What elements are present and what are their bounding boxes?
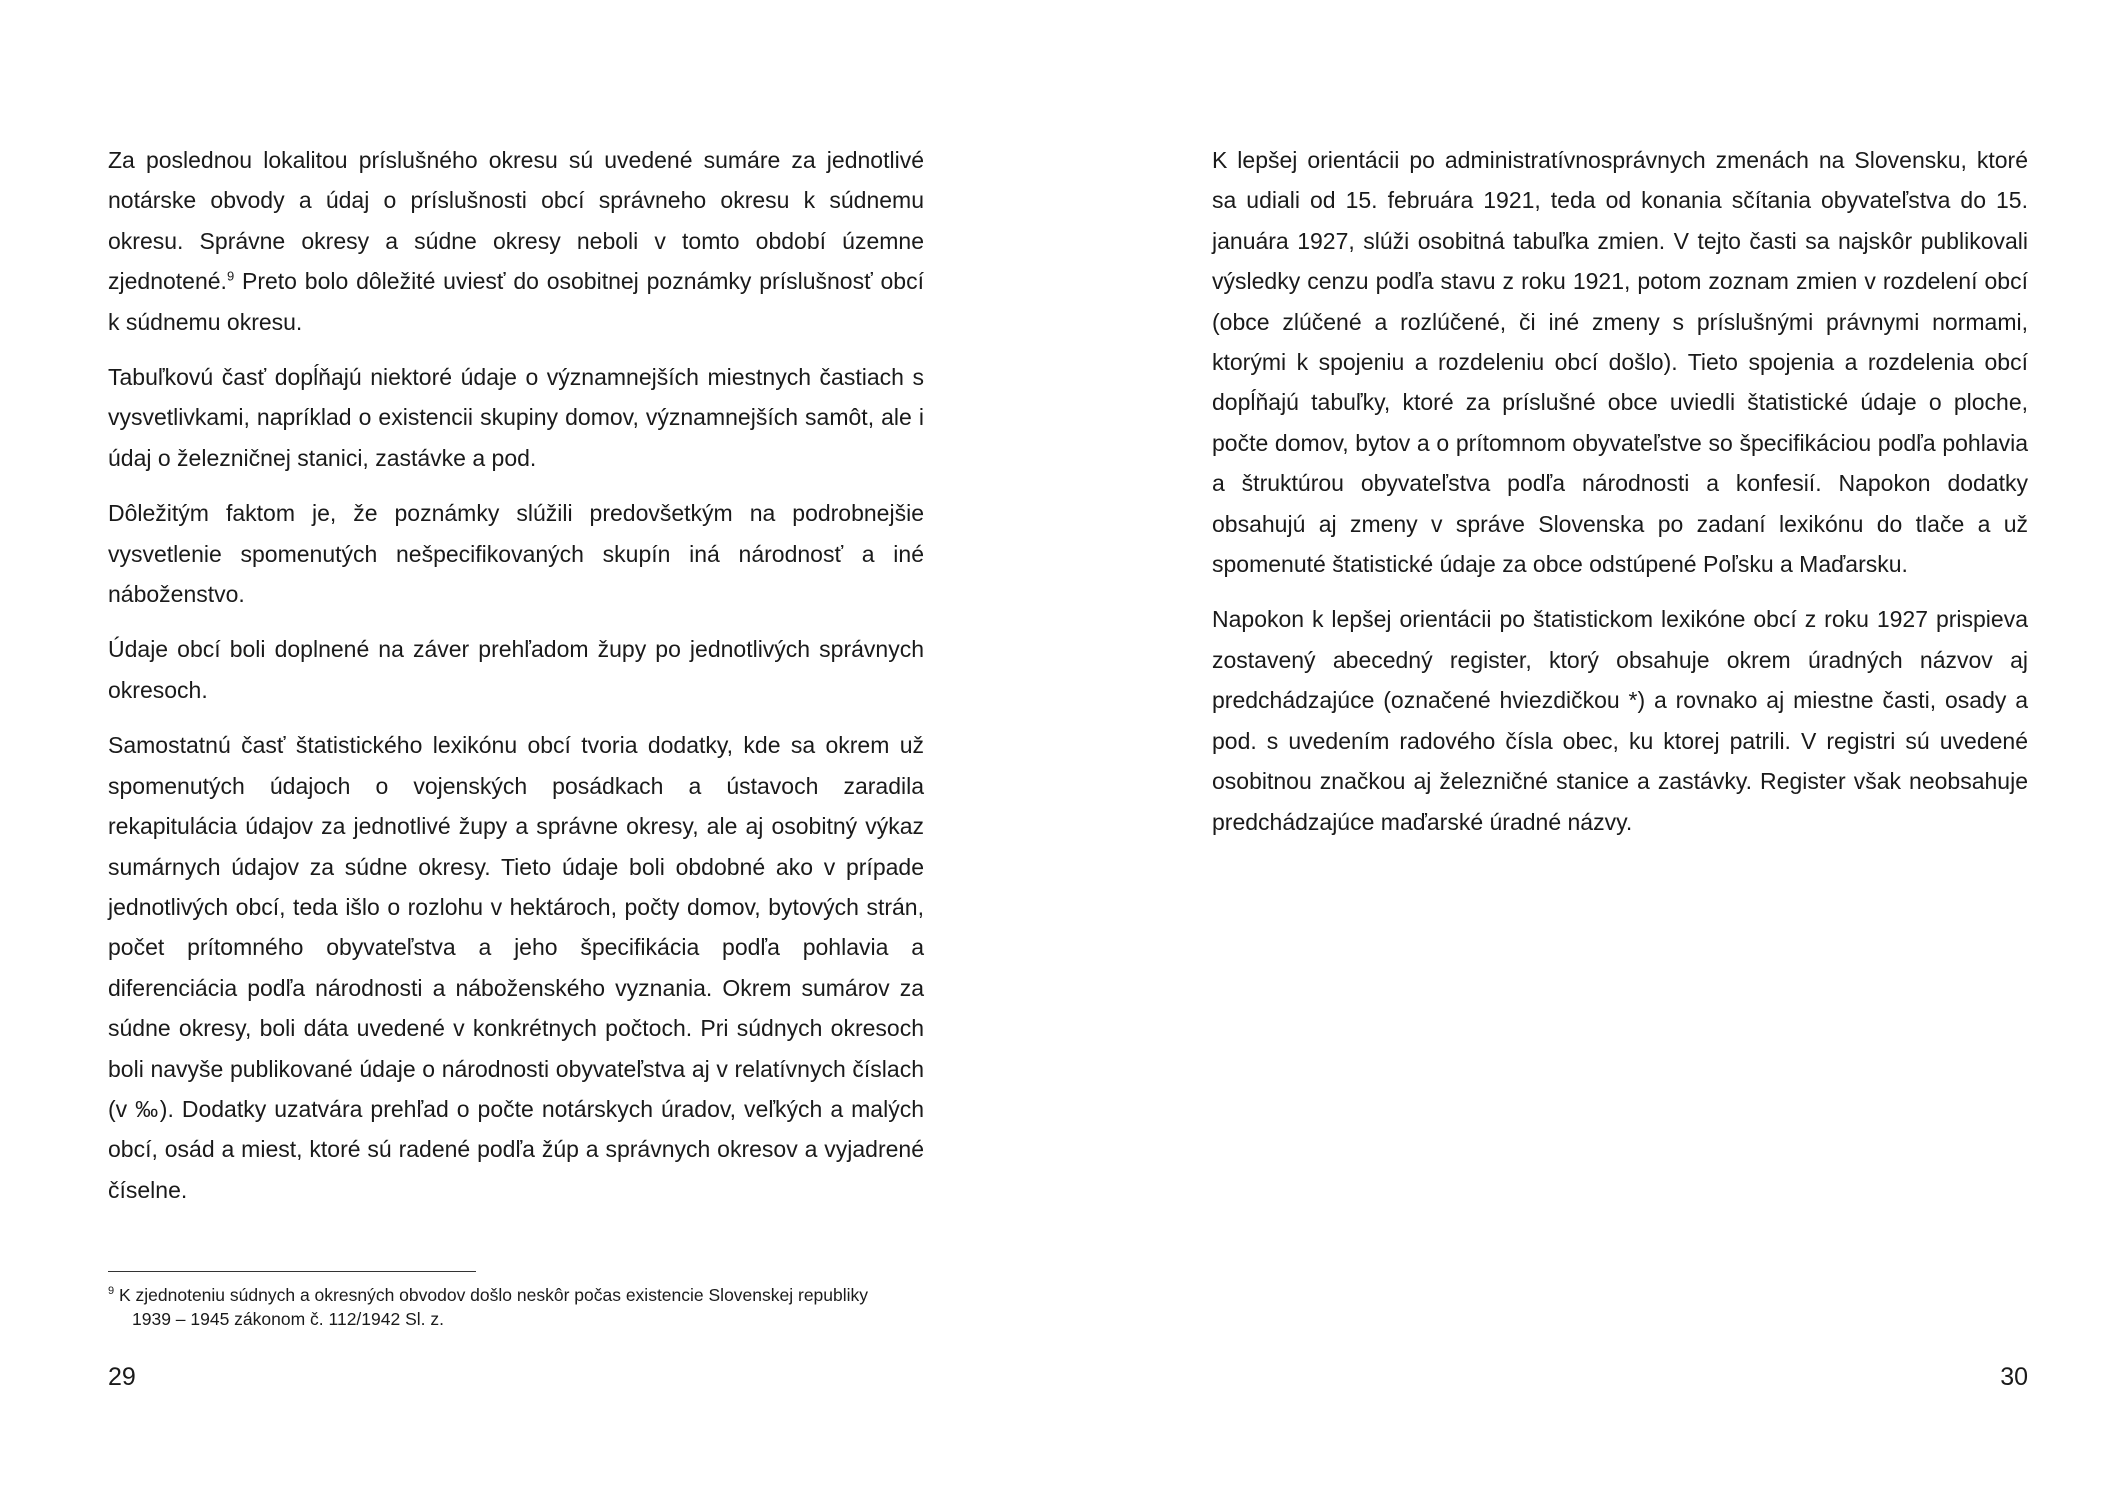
- right-page: [1212, 0, 2028, 1500]
- paragraph: Samostatnú časť štatistického lexikónu obcí tvoria dodatky, kde sa okrem už spomenutých údajoch o vojenských posádkach a ústavoch zaradila rekapitulácia údajov za jednotlivé župy a správne okresy, ale aj osobitný výkaz sumárnych údajov za súdne okresy. Tieto údaje boli obdobné ako v prípade jednotlivých obcí, teda išlo o rozlohu v hektároch, počty domov, bytových strán, počet prítomného obyvateľstva a jeho špecifikácia podľa pohlavia a diferenciácia podľa národnosti a náboženského vyznania. Okrem sumárov za súdne okresy, boli dáta uvedené v konkrétnych počtoch. Pri súdnych okresoch boli navyše publikované údaje o národnosti obyvateľstva aj v relatívnych číslach (v ‰). Dodatky uzatvára prehľad o počte notárskych úradov, veľkých a malých obcí, osád a miest, ktoré sú radené podľa žúp a správnych okresov a vyjadrené číselne.: [108, 732, 924, 1203]
- paragraph: Napokon k lepšej orientácii po štatistickom lexikóne obcí z roku 1927 prispieva zostavený abecedný register, ktorý obsahuje okrem úradných názvov aj predchádzajúce (označené hviezdičkou *) a rovnako aj miestne časti, osady a pod. s uvedením radového čísla obec, ku ktorej patrili. V registri sú uvedené osobitnou značkou aj železničné stanice a zastávky. Register však neobsahuje predchádzajúce maďarské úradné názvy.: [1212, 606, 2028, 835]
- page-number: 29: [108, 1363, 136, 1391]
- footnote-text: K zjednoteniu súdnych a okresných obvodov došlo neskôr počas existencie Slovenskej republiky: [114, 1285, 869, 1305]
- footnote-reference: 9: [226, 268, 235, 284]
- left-page: [108, 0, 924, 1500]
- page-number: 30: [2000, 1363, 2028, 1391]
- right-page-body: [1212, 140, 2028, 857]
- left-page-body: [108, 140, 924, 1225]
- paragraph-text: Preto bolo dôležité uviesť do osobitnej poznámky príslušnosť obcí k súdnemu okresu.: [108, 268, 924, 335]
- paragraph: K lepšej orientácii po administratívnosprávnych zmenách na Slovensku, ktoré sa udiali od 15. februára 1921, teda od konania sčítania obyvateľstva do 15. januára 1927, slúži osobitná tabuľka zmien. V tejto časti sa najskôr publikovali výsledky cenzu podľa stavu z roku 1921, potom zoznam zmien v rozdelení obcí (obce zlúčené a rozlúčené, či iné zmeny s príslušnými právnymi normami, ktorými k spojeniu a rozdeleniu obcí došlo). Tieto spojenia a rozdelenia obcí dopĺňajú tabuľky, ktoré za príslušné obce uviedli štatistické údaje o ploche, počte domov, bytov a o prítomnom obyvateľstve so špecifikáciou podľa pohlavia a štruktúrou obyvateľstva podľa národnosti a konfesií. Napokon dodatky obsahujú aj zmeny v správe Slovenska po zadaní lexikónu do tlače a už spomenuté štatistické údaje za obce odstúpené Poľsku a Maďarsku.: [1212, 147, 2028, 578]
- paragraph: [108, 140, 924, 342]
- footnote-mark: 9: [108, 1285, 115, 1298]
- footnote: [108, 1283, 924, 1331]
- footnote-divider: [108, 1271, 476, 1272]
- paragraph-text: Za poslednou lokalitou príslušného okresu sú uvedené sumáre za jednotlivé notárske obvody a údaj o príslušnosti obcí správneho okresu k súdnemu okresu. Správne okresy a súdne okresy neboli v tomto období územne zjednotené.: [108, 147, 924, 295]
- paragraph: Tabuľkovú časť dopĺňajú niektoré údaje o významnejších miestnych častiach s vysvetlivkami, napríklad o existencii skupiny domov, významnejších samôt, ale i údaj o železničnej stanici, zastávke a pod.: [108, 364, 924, 471]
- paragraph: Dôležitým faktom je, že poznámky slúžili predovšetkým na podrobnejšie vysvetlenie spomenutých nešpecifikovaných skupín iná národnosť a iné náboženstvo.: [108, 500, 924, 608]
- footnote-text-continued: 1939 – 1945 zákonom č. 112/1942 Sl. z.: [132, 1309, 444, 1329]
- paragraph: Údaje obcí boli doplnené na záver prehľadom župy po jednotlivých správnych okresoch.: [108, 636, 924, 703]
